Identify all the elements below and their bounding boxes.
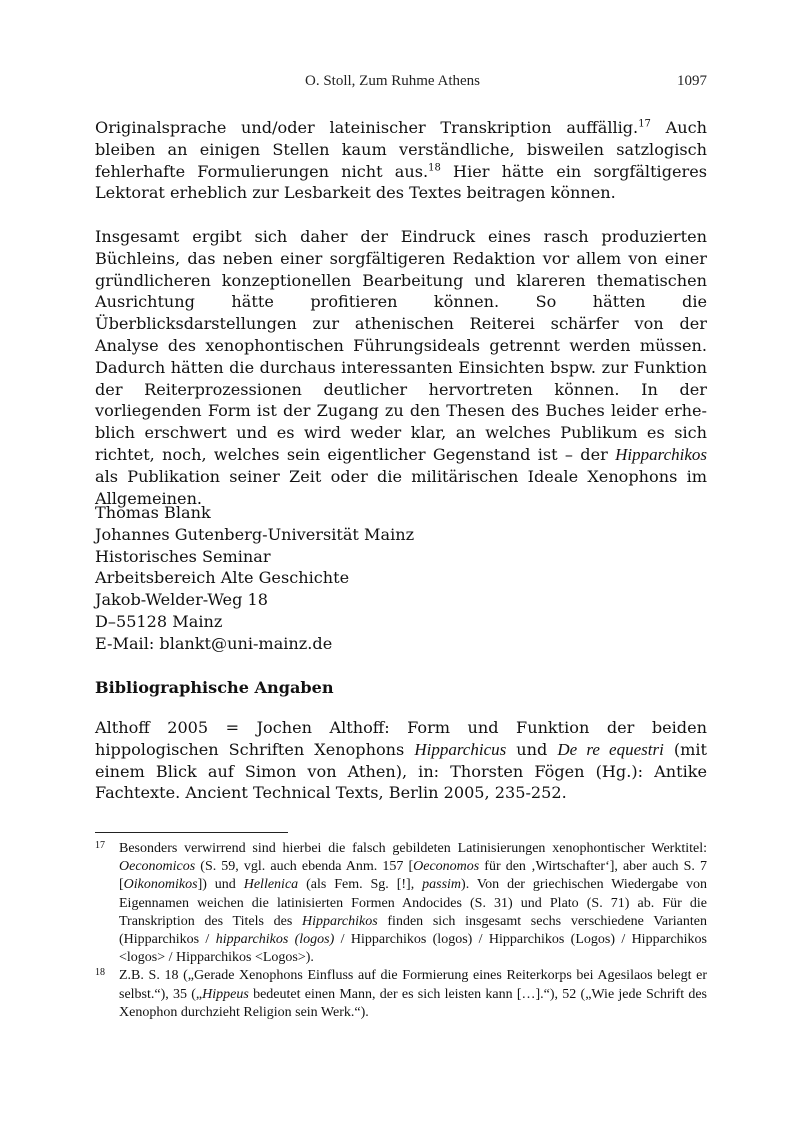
footnote-17-text-1: Besonders verwirrend sind hierbei die falsch gebildeten Latinisierungen xenophontischer Werktitel: xyxy=(119,841,707,856)
author-institution: Johannes Gutenberg-Universität Mainz xyxy=(95,524,415,544)
paragraph-2 xyxy=(95,226,707,509)
footnote-17-text-8: / Hipparchikos (logos) / Hipparchikos (Logos) / Hipparchikos <logos> / Hipparchikos <Logos>). xyxy=(119,932,707,966)
footnote-divider xyxy=(95,832,288,833)
paragraph-2-text-a: Insgesamt ergibt sich daher der Eindruck eines rasch produzierten Büchleins, das neben einer sorgfältigeren Redaktion vor allem von einer gründlicheren konzeptionellen Bearbeitung und klareren thematischen Ausrichtung hätte profitieren können. So hätten die Überblicksdarstellungen zur athenischen Reiterei schärfer von der Analyse des xenophontischen Führungsideals getrennt werden müssen. Dadurch hätten die durchaus interessanten Einsichten bspw. zur Funktion der Reiterprozessionen deutlicher hervortreten können. In der vorliegenden Form ist der Zugang zu den Thesen des Buches leider erheblich erschwert und es wird weder klar, an welches Publikum es sich richtet, noch, welches sein eigentlicher Gegenstand ist – der xyxy=(95,226,707,464)
bibliography-heading: Bibliographische Angaben xyxy=(95,678,334,697)
running-head-title: O. Stoll, Zum Ruhme Athens xyxy=(305,73,481,89)
bib-entry-text-b: und xyxy=(506,739,558,759)
bib-entry-italic-2: De re equestri xyxy=(557,739,664,759)
footnote-17-italic-7: hipparchikos (logos) xyxy=(215,932,335,948)
bib-entry-text-c: (mit einem Blick auf Simon von Athen), in: Thorsten Fögen (Hg.): Antike Fachtexte. Ancient Technical Texts, Berlin 2005, 235-252. xyxy=(95,739,708,803)
footnote-18-text-2: bedeutet einen Mann, der es sich leisten kann […].“), 52 („Wie jede Schrift des Xenophon durchzieht Religion sein Werk.“). xyxy=(119,986,707,1020)
paragraph-2-text-b: als Publikation seiner Zeit oder die militärischen Ideale Xenophons im Allgemeinen. xyxy=(95,466,707,508)
bib-entry-text-a: Althoff 2005 = Jochen Althoff: Form und Funktion der beiden hippologischen Schriften Xenophons xyxy=(95,718,707,759)
footnote-18 xyxy=(95,967,707,1022)
author-address xyxy=(95,502,414,655)
footnote-17-italic-1: Oeconomicos xyxy=(119,859,196,875)
footnote-17 xyxy=(95,840,707,967)
footnote-17-text-6: ). Von der griechischen Wiedergabe von Eigennamen weichen die latinisierten Formen Andocides (S. 31) und Plato (S. 71) ab. Für die Transkription des Titels des xyxy=(119,877,708,929)
paragraph-1 xyxy=(95,117,707,204)
body-text xyxy=(95,117,707,509)
footnotes xyxy=(95,840,707,1022)
paragraph-1-text-a: Originalsprache und/oder lateinischer Transkription auffällig. xyxy=(95,118,639,137)
footnote-ref-17[interactable]: 17 xyxy=(638,118,651,130)
page-number: 1097 xyxy=(677,73,707,89)
footnote-17-italic-4: Hellenica xyxy=(243,877,299,893)
author-unit: Arbeitsbereich Alte Geschichte xyxy=(95,568,350,588)
footnote-number: 18 xyxy=(95,967,105,979)
footnote-17-italic-2: Oeconomos xyxy=(413,859,480,875)
footnote-17-text-7: finden sich insgesamt sechs verschiedene Varianten (Hipparchikos / xyxy=(119,913,707,948)
footnote-18-text-1: Z.B. S. 18 („Gerade Xenophons Einfluss auf die Formierung eines Reiterkorps bei Agesilaos belegt er selbst.“), 35 („ xyxy=(119,968,707,1002)
author-street: Jakob-Welder-Weg 18 xyxy=(95,590,268,610)
footnote-17-italic-3: Oikonomikos xyxy=(123,877,198,893)
paragraph-1-text-c: Hier hätte ein sorgfältigeres Lektorat erheblich zur Lesbarkeit des Textes beitragen können. xyxy=(95,161,707,203)
footnote-17-italic-6: Hipparchikos xyxy=(301,913,378,929)
footnote-number: 17 xyxy=(95,840,105,851)
footnote-17-text-4: ]) und xyxy=(197,877,244,893)
paragraph-1-text-b: Auch bleiben an einigen Stellen kaum verständliche, bisweilen satzlogisch fehlerhafte Formulierungen nicht aus. xyxy=(95,118,708,181)
bib-entry-italic-1: Hipparchicus xyxy=(414,739,507,759)
footnote-17-text-5: (als Fem. Sg. [!], xyxy=(298,877,423,893)
footnote-18-italic-1: Hippeus xyxy=(202,986,249,1002)
footnote-17-text-3: für den ‚Wirtschafter‘], aber auch S. 7 [ xyxy=(119,859,708,893)
author-email[interactable]: E-Mail: blankt@uni-mainz.de xyxy=(95,633,333,653)
author-city: D–55128 Mainz xyxy=(95,611,223,631)
author-name: Thomas Blank xyxy=(95,503,211,522)
paragraph-2-italic: Hipparchikos xyxy=(615,444,707,464)
footnote-17-text-2: (S. 59, vgl. auch ebenda Anm. 157 [ xyxy=(195,859,414,875)
author-department: Historisches Seminar xyxy=(95,546,271,566)
footnote-17-italic-5: passim xyxy=(422,877,462,893)
footnote-ref-18[interactable]: 18 xyxy=(428,162,441,174)
bibliography-entry xyxy=(95,717,707,804)
